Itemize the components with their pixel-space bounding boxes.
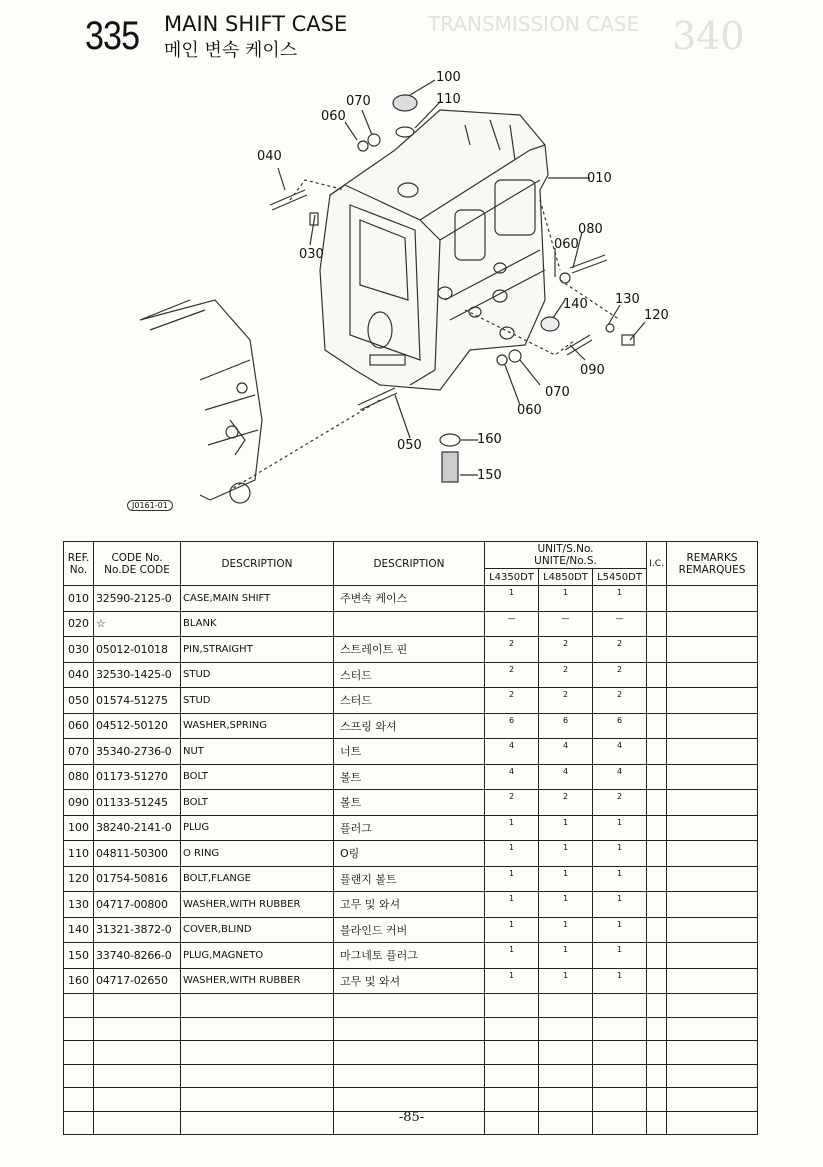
part-description-en: NUT (181, 739, 334, 765)
quantity-cell: 4 (593, 764, 647, 790)
blank-cell (667, 1064, 758, 1088)
quantity-cell: 1 (485, 968, 539, 994)
ref-number: 010 (64, 586, 94, 612)
callout-140: 140 (563, 297, 588, 312)
quantity-cell: 1 (539, 815, 593, 841)
part-code: 04717-02650 (94, 968, 181, 994)
callout-120: 120 (644, 308, 669, 323)
header-description-en: DESCRIPTION (181, 542, 334, 586)
blank-cell (94, 1064, 181, 1088)
blank-row (64, 994, 758, 1018)
ref-number: 060 (64, 713, 94, 739)
blank-cell (485, 1017, 539, 1041)
ic-cell (647, 841, 667, 867)
blank-cell (485, 1064, 539, 1088)
blank-cell (94, 1088, 181, 1112)
bleed-through-code: 340 (672, 14, 745, 58)
part-description-en: STUD (181, 688, 334, 714)
quantity-cell: 2 (593, 688, 647, 714)
remarks-cell (667, 739, 758, 765)
quantity-cell: 1 (485, 917, 539, 943)
quantity-cell: 2 (485, 662, 539, 688)
quantity-cell: 1 (485, 815, 539, 841)
part-code: 31321-3872-0 (94, 917, 181, 943)
part-description-ko: 볼트 (334, 790, 485, 816)
callout-100: 100 (436, 70, 461, 85)
blank-cell (647, 1064, 667, 1088)
quantity-cell: 1 (593, 917, 647, 943)
part-description-ko: O링 (334, 841, 485, 867)
part-description-ko: 스터드 (334, 662, 485, 688)
blank-cell (647, 1041, 667, 1065)
callout-150: 150 (477, 468, 502, 483)
remarks-cell (667, 790, 758, 816)
remarks-cell (667, 611, 758, 637)
ic-cell (647, 943, 667, 969)
quantity-cell: 1 (539, 917, 593, 943)
callout-060c: 060 (517, 403, 542, 418)
quantity-cell: 1 (539, 841, 593, 867)
blank-cell (64, 994, 94, 1018)
ref-number: 080 (64, 764, 94, 790)
blank-cell (64, 1088, 94, 1112)
quantity-cell: 4 (485, 764, 539, 790)
quantity-cell: 2 (539, 637, 593, 663)
part-code: 04717-00800 (94, 892, 181, 918)
remarks-cell (667, 688, 758, 714)
part-description-en: CASE,MAIN SHIFT (181, 586, 334, 612)
quantity-cell: 2 (539, 790, 593, 816)
remarks-cell (667, 892, 758, 918)
blank-cell (334, 1064, 485, 1088)
diagram-drawing (0, 60, 823, 530)
callout-090: 090 (580, 363, 605, 378)
callout-070: 070 (346, 94, 371, 109)
header-model-l5450dt: L5450DT (593, 569, 647, 586)
ic-cell (647, 611, 667, 637)
quantity-cell: 1 (539, 586, 593, 612)
blank-cell (64, 1064, 94, 1088)
part-code: 01754-50816 (94, 866, 181, 892)
quantity-cell: 4 (593, 739, 647, 765)
blank-cell (485, 1041, 539, 1065)
quantity-cell: 4 (485, 739, 539, 765)
part-code: ☆ (94, 611, 181, 637)
ic-cell (647, 815, 667, 841)
blank-cell (485, 994, 539, 1018)
ref-number: 160 (64, 968, 94, 994)
quantity-cell: 6 (485, 713, 539, 739)
ic-cell (647, 688, 667, 714)
blank-row (64, 1088, 758, 1112)
part-description-ko: 플러그 (334, 815, 485, 841)
callout-040: 040 (257, 149, 282, 164)
ic-cell (647, 739, 667, 765)
blank-cell (539, 1064, 593, 1088)
ic-cell (647, 713, 667, 739)
quantity-cell: 1 (539, 892, 593, 918)
table-row (64, 892, 758, 918)
ref-number: 030 (64, 637, 94, 663)
quantity-cell: 1 (485, 866, 539, 892)
callout-160: 160 (477, 432, 502, 447)
header-ref: REF. No. (64, 542, 94, 586)
blank-cell (181, 1017, 334, 1041)
table-row (64, 713, 758, 739)
blank-cell (94, 994, 181, 1018)
ic-cell (647, 764, 667, 790)
remarks-cell (667, 866, 758, 892)
part-code: 01173-51270 (94, 764, 181, 790)
quantity-cell: 1 (485, 943, 539, 969)
figure-reference: J0161-01 (127, 500, 173, 511)
part-description-ko: 스터드 (334, 688, 485, 714)
bleed-through-title: TRANSMISSION CASE (428, 12, 640, 36)
table-row (64, 866, 758, 892)
callout-110: 110 (436, 92, 461, 107)
ref-number: 110 (64, 841, 94, 867)
blank-row (64, 1041, 758, 1065)
remarks-cell (667, 637, 758, 663)
part-code: 33740-8266-0 (94, 943, 181, 969)
callout-060: 060 (321, 109, 346, 124)
part-code: 01574-51275 (94, 688, 181, 714)
part-description-en: WASHER,SPRING (181, 713, 334, 739)
blank-row (64, 1017, 758, 1041)
ic-cell (647, 586, 667, 612)
table-row (64, 917, 758, 943)
blank-cell (593, 1064, 647, 1088)
ref-number: 150 (64, 943, 94, 969)
quantity-cell: 1 (593, 892, 647, 918)
part-code: 01133-51245 (94, 790, 181, 816)
ref-number: 040 (64, 662, 94, 688)
callout-070b: 070 (545, 385, 570, 400)
blank-cell (181, 1064, 334, 1088)
ref-number: 070 (64, 739, 94, 765)
blank-cell (334, 1088, 485, 1112)
quantity-cell: 2 (539, 688, 593, 714)
exploded-parts-diagram (0, 60, 823, 530)
quantity-cell: — (539, 611, 593, 637)
blank-cell (539, 1041, 593, 1065)
part-description-ko: 주변속 케이스 (334, 586, 485, 612)
remarks-cell (667, 943, 758, 969)
ref-number: 050 (64, 688, 94, 714)
blank-cell (94, 1017, 181, 1041)
page-section-number: 335 (85, 14, 140, 58)
part-description-ko: 블라인드 커버 (334, 917, 485, 943)
blank-cell (64, 1041, 94, 1065)
blank-cell (334, 994, 485, 1018)
quantity-cell: — (485, 611, 539, 637)
ic-cell (647, 917, 667, 943)
quantity-cell: 1 (539, 943, 593, 969)
page-title: MAIN SHIFT CASE (164, 12, 348, 36)
part-description-en: BLANK (181, 611, 334, 637)
callout-010: 010 (587, 171, 612, 186)
quantity-cell: 2 (485, 637, 539, 663)
blank-cell (667, 1088, 758, 1112)
header-model-l4350dt: L4350DT (485, 569, 539, 586)
table-row (64, 637, 758, 663)
callout-130: 130 (615, 292, 640, 307)
ref-number: 090 (64, 790, 94, 816)
part-description-ko: 스트레이트 핀 (334, 637, 485, 663)
quantity-cell: 1 (485, 841, 539, 867)
blank-cell (485, 1088, 539, 1112)
ref-number: 120 (64, 866, 94, 892)
quantity-cell: 1 (539, 866, 593, 892)
part-description-en: BOLT,FLANGE (181, 866, 334, 892)
quantity-cell: 2 (539, 662, 593, 688)
table-row (64, 943, 758, 969)
page-title-korean: 메인 변속 케이스 (164, 40, 298, 61)
blank-cell (181, 1041, 334, 1065)
table-row (64, 790, 758, 816)
blank-cell (64, 1017, 94, 1041)
ic-cell (647, 866, 667, 892)
blank-cell (334, 1017, 485, 1041)
part-code: 32590-2125-0 (94, 586, 181, 612)
table-row (64, 586, 758, 612)
part-description-en: PLUG (181, 815, 334, 841)
remarks-cell (667, 968, 758, 994)
part-description-ko: 마그네토 플러그 (334, 943, 485, 969)
quantity-cell: 1 (593, 815, 647, 841)
quantity-cell: — (593, 611, 647, 637)
ref-number: 100 (64, 815, 94, 841)
table-row (64, 764, 758, 790)
part-code: 38240-2141-0 (94, 815, 181, 841)
part-description-ko (334, 611, 485, 637)
ic-cell (647, 662, 667, 688)
ic-cell (647, 968, 667, 994)
callout-060b: 060 (554, 237, 579, 252)
blank-cell (593, 1017, 647, 1041)
blank-cell (539, 1017, 593, 1041)
blank-cell (334, 1041, 485, 1065)
part-description-ko: 너트 (334, 739, 485, 765)
quantity-cell: 4 (539, 764, 593, 790)
part-description-ko: 고무 및 와셔 (334, 892, 485, 918)
table-row (64, 739, 758, 765)
header-remarks: REMARKS REMARQUES (667, 542, 758, 586)
quantity-cell: 2 (485, 790, 539, 816)
parts-list-body (64, 586, 758, 1135)
ref-number: 140 (64, 917, 94, 943)
callout-050: 050 (397, 438, 422, 453)
part-description-en: COVER,BLIND (181, 917, 334, 943)
header-description-ko: DESCRIPTION (334, 542, 485, 586)
page-footer: -85- (398, 1110, 425, 1125)
quantity-cell: 4 (539, 739, 593, 765)
quantity-cell: 1 (485, 586, 539, 612)
part-description-ko: 플랜지 볼트 (334, 866, 485, 892)
remarks-cell (667, 662, 758, 688)
quantity-cell: 1 (485, 892, 539, 918)
part-description-ko: 볼트 (334, 764, 485, 790)
blank-cell (647, 1017, 667, 1041)
ref-number: 020 (64, 611, 94, 637)
quantity-cell: 1 (593, 968, 647, 994)
part-description-en: BOLT (181, 764, 334, 790)
blank-cell (667, 1041, 758, 1065)
header-code: CODE No. No.DE CODE (94, 542, 181, 586)
part-code: 04811-50300 (94, 841, 181, 867)
blank-cell (647, 1088, 667, 1112)
quantity-cell: 6 (539, 713, 593, 739)
ref-number: 130 (64, 892, 94, 918)
header-model-l4850dt: L4850DT (539, 569, 593, 586)
blank-row (64, 1064, 758, 1088)
quantity-cell: 2 (485, 688, 539, 714)
ic-cell (647, 637, 667, 663)
part-code: 32530-1425-0 (94, 662, 181, 688)
quantity-cell: 2 (593, 637, 647, 663)
blank-cell (667, 1017, 758, 1041)
part-description-en: STUD (181, 662, 334, 688)
table-row (64, 688, 758, 714)
quantity-cell: 2 (593, 662, 647, 688)
part-description-en: WASHER,WITH RUBBER (181, 892, 334, 918)
callout-080: 080 (578, 222, 603, 237)
remarks-cell (667, 917, 758, 943)
table-row (64, 968, 758, 994)
blank-cell (593, 1041, 647, 1065)
blank-cell (647, 994, 667, 1018)
part-description-en: O RING (181, 841, 334, 867)
part-code: 04512-50120 (94, 713, 181, 739)
blank-cell (181, 1088, 334, 1112)
quantity-cell: 2 (593, 790, 647, 816)
part-description-en: PIN,STRAIGHT (181, 637, 334, 663)
table-row (64, 841, 758, 867)
remarks-cell (667, 815, 758, 841)
blank-cell (181, 994, 334, 1018)
blank-cell (94, 1041, 181, 1065)
quantity-cell: 1 (593, 943, 647, 969)
table-row (64, 662, 758, 688)
parts-list-table (63, 541, 757, 1105)
part-code: 35340-2736-0 (94, 739, 181, 765)
blank-cell (539, 994, 593, 1018)
ic-cell (647, 790, 667, 816)
table-row (64, 815, 758, 841)
quantity-cell: 6 (593, 713, 647, 739)
blank-cell (593, 1088, 647, 1112)
blank-cell (539, 1088, 593, 1112)
header-unit: UNIT/S.No. UNITE/No.S. (485, 542, 647, 569)
callout-030: 030 (299, 247, 324, 262)
ic-cell (647, 892, 667, 918)
quantity-cell: 1 (593, 841, 647, 867)
blank-cell (667, 994, 758, 1018)
blank-cell (593, 994, 647, 1018)
quantity-cell: 1 (593, 586, 647, 612)
quantity-cell: 1 (593, 866, 647, 892)
remarks-cell (667, 764, 758, 790)
part-description-en: PLUG,MAGNETO (181, 943, 334, 969)
remarks-cell (667, 713, 758, 739)
part-description-ko: 스프링 와셔 (334, 713, 485, 739)
remarks-cell (667, 841, 758, 867)
quantity-cell: 1 (539, 968, 593, 994)
part-description-en: WASHER,WITH RUBBER (181, 968, 334, 994)
part-description-ko: 고무 및 와셔 (334, 968, 485, 994)
part-code: 05012-01018 (94, 637, 181, 663)
table-row (64, 611, 758, 637)
header-ic: I.C. (647, 542, 667, 586)
part-description-en: BOLT (181, 790, 334, 816)
remarks-cell (667, 586, 758, 612)
